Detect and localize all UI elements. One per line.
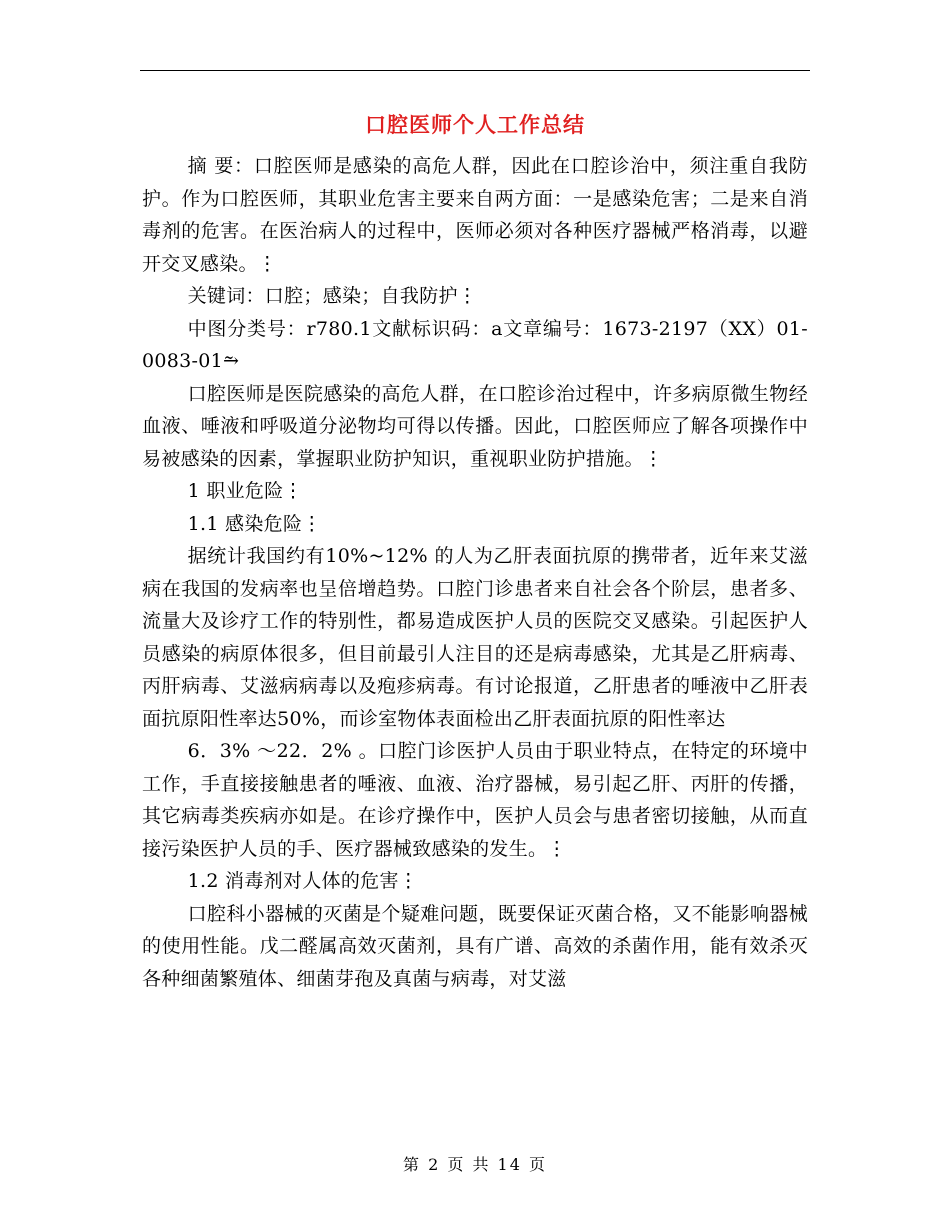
infection-risk-continued-paragraph: 6．3% ～22．2% 。口腔门诊医护人员由于职业特点，在特定的环境中工作，手直接接触患者的唾液、血液、治疗器械，易引起乙肝、丙肝的传播，其它病毒类疾病亦如是。在诊疗操作中，医护人员会与患者密切接触，从而直接污染医护人员的手、医疗器械致感染的发生。⋮ [142,740,808,860]
page-footer: 第 2 页 共 14 页 [403,1155,547,1174]
disinfectant-paragraph: 口腔科小器械的灭菌是个疑难问题，既要保证灭菌合格，又不能影响器械的使用性能。戊二醛属高效灭菌剂，具有广谱、高效的杀菌作用，能有效杀灭各种细菌繁殖体、细菌芽孢及真菌与病毒，对艾滋 [142,902,808,990]
infection-risk-paragraph: 据统计我国约有10%~12% 的人为乙肝表面抗原的携带者，近年来艾滋病在我国的发病率也呈倍增趋势。口腔门诊患者来自社会各个阶层，患者多、流量大及诊疗工作的特别性，都易造成医护人员的医院交叉感染。引起医护人员感染的病原体很多，但目前最引人注目的还是病毒感染，尤其是乙肝病毒、丙肝病毒、艾滋病病毒以及疱疹病毒。有讨论报道，乙肝患者的唾液中乙肝表面抗原阳性率达50%，而诊室物体表面检出乙肝表面抗原的阳性率达 [142,545,808,730]
section-heading-1-2: 1.2 消毒剂对人体的危害⋮ [187,870,419,892]
document-title: 口腔医师个人工作总结 [365,112,585,137]
keywords-paragraph: 关键词：口腔；感染；自我防护⋮ [187,285,478,307]
classification-paragraph: 中图分类号：r780.1文献标识码：a文章编号：1673-2197（XX）01-0083-01⥲ [142,317,808,372]
section-heading-1: 1 职业危险⋮ [187,480,303,502]
header-rule [140,70,810,71]
intro-paragraph: 口腔医师是医院感染的高危人群，在口腔诊治过程中，许多病原微生物经血液、唾液和呼吸道分泌物均可得以传播。因此，口腔医师应了解各项操作中易被感染的因素，掌握职业防护知识，重视职业防护措施。⋮ [142,382,808,470]
section-heading-1-1: 1.1 感染危险⋮ [187,512,322,535]
abstract-paragraph: 摘 要：口腔医师是感染的高危人群，因此在口腔诊治中，须注重自我防护。作为口腔医师，其职业危害主要来自两方面：一是感染危害；二是来自消毒剂的危害。在医治病人的过程中，医师必须对各种医疗器械严格消毒，以避开交叉感染。⋮ [142,155,808,275]
document-body [142,150,808,995]
